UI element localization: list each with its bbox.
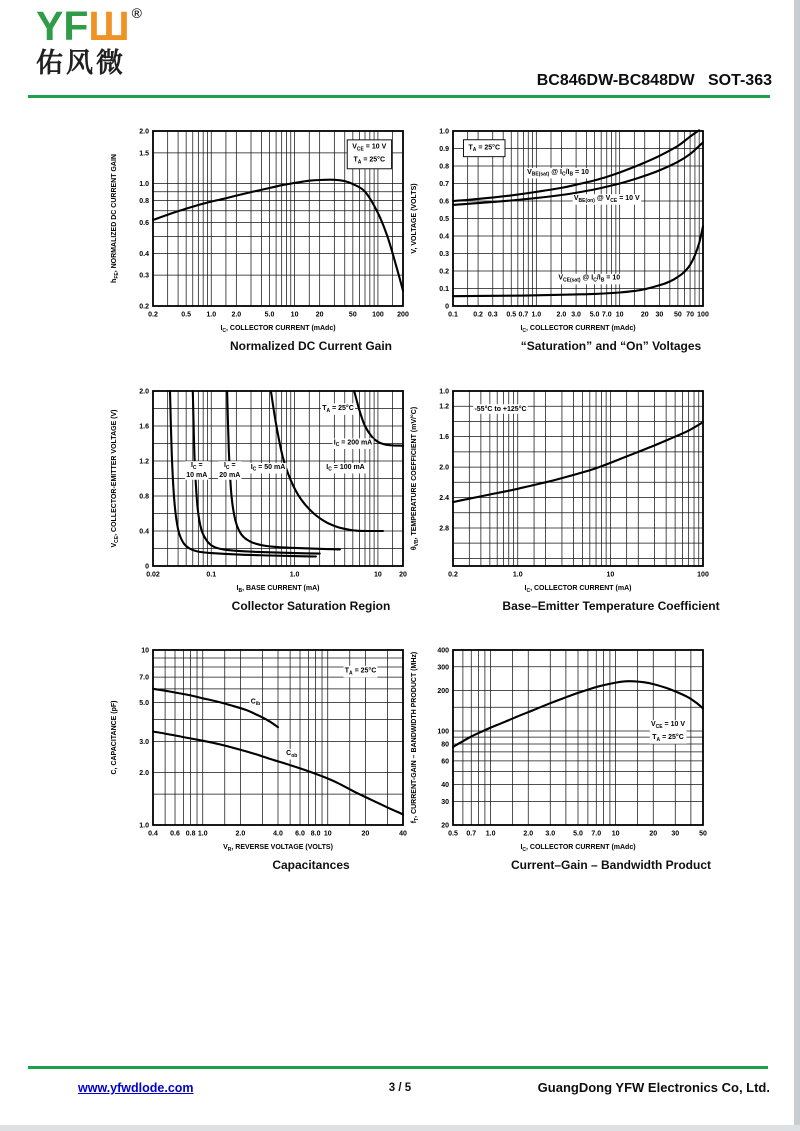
chart-caption: “Saturation” and “On” Voltages <box>520 339 702 353</box>
chart-normalized-dc-current-gain <box>105 123 417 354</box>
svg-text:1.0: 1.0 <box>197 830 208 838</box>
svg-text:0.6: 0.6 <box>439 198 449 206</box>
svg-text:3.0: 3.0 <box>571 311 581 319</box>
svg-text:TA = 25°C: $T_A = 25^\circ C$ <box>322 405 354 415</box>
svg-text:IC, COLLECTOR CURRENT (mAdc): $I_C$, COLLECTOR CURRENT (mAdc) <box>520 844 636 853</box>
chart-canvas <box>105 123 417 335</box>
svg-text:30: 30 <box>441 798 449 806</box>
svg-text:IC, COLLECTOR CURRENT (mAdc): $I_C$, COLLECTOR CURRENT (mAdc) <box>520 325 636 334</box>
svg-text:0.6: 0.6 <box>170 830 180 838</box>
svg-text:10: 10 <box>323 830 332 838</box>
svg-text:20: 20 <box>640 311 649 319</box>
logo-wordmark <box>36 3 142 49</box>
svg-text:10: 10 <box>611 830 620 838</box>
svg-text:0: 0 <box>145 563 149 571</box>
svg-text:Cib: $C_{ib}$ <box>250 698 261 708</box>
chart-canvas <box>105 383 417 595</box>
svg-text:0.4: 0.4 <box>148 830 158 838</box>
company-name: GuangDong YFW Electronics Co, Ltd. <box>537 1080 770 1095</box>
svg-text:20: 20 <box>315 311 324 319</box>
svg-text:100: 100 <box>697 571 709 579</box>
svg-text:8.0: 8.0 <box>310 830 321 838</box>
chart-canvas <box>405 123 717 335</box>
chart-caption: Normalized DC Current Gain <box>229 339 393 353</box>
svg-text:1.0: 1.0 <box>139 822 149 830</box>
svg-text:IC, COLLECTOR CURRENT (mAdc): $I_C$, COLLECTOR CURRENT (mAdc) <box>220 325 336 334</box>
svg-text:0.3: 0.3 <box>139 272 149 280</box>
svg-text:30: 30 <box>655 311 664 319</box>
svg-text:6.0: 6.0 <box>295 830 305 838</box>
svg-text:100: 100 <box>697 311 709 319</box>
svg-text:2.0: 2.0 <box>439 464 449 472</box>
svg-text:0.8: 0.8 <box>439 163 449 171</box>
svg-text:1.2: 1.2 <box>439 403 449 411</box>
svg-text:10: 10 <box>374 571 382 579</box>
svg-text:0.5: 0.5 <box>448 830 458 838</box>
svg-text:50: 50 <box>348 311 357 319</box>
svg-text:2.8: 2.8 <box>439 525 449 533</box>
svg-text:IC = 200 mA: $I_C = 200$ mA <box>333 439 373 449</box>
svg-text:VCE = 10 V: $V_{CE} = 10$ V <box>352 143 387 153</box>
svg-text:2.0: 2.0 <box>231 311 242 319</box>
svg-text:VCE(sat) @ IC/IB = 10: $V_{CE(sat)}$ @ $I_C/I_B = 10$ <box>558 274 621 284</box>
svg-text:1.0: 1.0 <box>139 181 149 189</box>
svg-text:0.1: 0.1 <box>439 286 449 293</box>
svg-text:0.5: 0.5 <box>439 216 449 223</box>
logo-w-glyph: Ш <box>88 3 130 49</box>
svg-text:2.0: 2.0 <box>139 128 149 136</box>
registered-trademark-icon: ® <box>131 5 142 21</box>
svg-text:TA = 25°C: $T_A = 25^\circ C$ <box>652 734 684 743</box>
scan-edge-right <box>794 0 800 1131</box>
svg-text:2.4: 2.4 <box>439 495 449 503</box>
svg-text:C, CAPACITANCE (pF): C, CAPACITANCE (pF) <box>111 700 118 775</box>
svg-text:Cob: $C_{ob}$ <box>286 749 298 759</box>
chart-canvas <box>105 642 417 854</box>
svg-text:10: 10 <box>615 311 624 319</box>
svg-text:0.6: 0.6 <box>139 220 149 228</box>
svg-text:0.02: 0.02 <box>146 571 160 579</box>
svg-text:0.2: 0.2 <box>448 571 458 579</box>
svg-text:0.9: 0.9 <box>439 146 449 153</box>
svg-text:1.5: 1.5 <box>139 150 149 158</box>
svg-text:20: 20 <box>361 830 370 838</box>
svg-text:100: 100 <box>372 311 384 319</box>
svg-text:4.0: 4.0 <box>273 830 283 838</box>
svg-text:20: 20 <box>399 571 407 579</box>
chart-caption: Current–Gain – Bandwidth Product <box>510 858 711 872</box>
svg-text:1.6: 1.6 <box>139 423 149 431</box>
svg-text:1.0: 1.0 <box>289 571 300 579</box>
svg-text:50: 50 <box>699 830 707 838</box>
svg-text:-55°C to +125°C: -55°C to +125°C <box>474 406 527 413</box>
footer-rule <box>28 1066 768 1069</box>
svg-text:0.4: 0.4 <box>139 250 149 258</box>
svg-text:VCE, COLLECTOR-EMITTER VOLTAGE: $V_{CE}$, COLLECTOR-EMITTER VOLTAGE (V) <box>111 409 120 548</box>
website-link[interactable]: www.yfwdlode.com <box>78 1081 194 1095</box>
svg-text:80: 80 <box>441 741 449 749</box>
svg-text:IC =: $I_C$ = <box>223 462 236 471</box>
svg-text:0.7: 0.7 <box>466 830 477 838</box>
svg-text:0.3: 0.3 <box>439 251 449 258</box>
svg-text:2.0: 2.0 <box>235 830 246 838</box>
svg-text:7.0: 7.0 <box>601 311 612 319</box>
svg-text:7.0: 7.0 <box>139 674 149 682</box>
svg-text:θVB, TEMPERATURE COEFFICIENT (: $\theta_{VB}$, TEMPERATURE COEFFICIENT (mV/°C) <box>411 406 420 551</box>
chart-capacitances <box>105 642 417 873</box>
svg-text:400: 400 <box>437 647 449 655</box>
svg-text:IC = 100 mA: $I_C = 100$ mA <box>326 463 365 473</box>
svg-text:50: 50 <box>674 311 682 319</box>
svg-text:30: 30 <box>671 830 680 838</box>
svg-text:0.8: 0.8 <box>139 198 149 206</box>
svg-text:VCE = 10 V: $V_{CE} = 10$ V <box>650 721 686 730</box>
svg-text:0.8: 0.8 <box>185 830 196 838</box>
svg-text:IB, BASE CURRENT (mA): $I_B$, BASE CURRENT (mA) <box>236 585 320 594</box>
chart-caption: Capacitances <box>272 858 350 872</box>
chart-saturation-and-on-voltages <box>405 123 717 354</box>
chart-current-gain-bandwidth-product <box>405 642 717 873</box>
svg-text:5.0: 5.0 <box>573 830 583 838</box>
svg-text:TA = 25°C: $T_A = 25^\circ C$ <box>468 144 501 154</box>
svg-text:10: 10 <box>141 647 149 655</box>
document-title: BC846DW-BC848DW SOT-363 <box>536 72 772 89</box>
svg-text:0.8: 0.8 <box>139 493 149 501</box>
svg-text:IC = 50 mA: $I_C = 50$ mA <box>250 463 286 473</box>
svg-text:5.0: 5.0 <box>264 311 275 319</box>
logo-yf-text: YF <box>36 3 89 49</box>
svg-text:1.0: 1.0 <box>439 128 449 136</box>
svg-text:70: 70 <box>686 311 694 319</box>
scan-edge-bottom <box>0 1125 800 1131</box>
svg-text:100: 100 <box>437 728 449 736</box>
svg-text:0.2: 0.2 <box>473 311 483 319</box>
svg-text:1.0: 1.0 <box>206 311 217 319</box>
svg-text:1.0: 1.0 <box>439 388 449 396</box>
svg-text:0.2: 0.2 <box>148 311 158 319</box>
svg-text:7.0: 7.0 <box>591 830 602 838</box>
logo-chinese-name: 佑风微 <box>36 48 126 78</box>
svg-text:IC =: $I_C$ = <box>190 462 203 471</box>
svg-text:20: 20 <box>441 822 449 830</box>
chart-caption: Base–Emitter Temperature Coefficient <box>502 599 720 613</box>
svg-text:0.4: 0.4 <box>139 528 149 536</box>
svg-text:300: 300 <box>437 664 449 672</box>
svg-text:200: 200 <box>397 311 409 319</box>
chart-canvas <box>405 642 717 854</box>
svg-text:hFE, NORMALIZED DC CURRENT GAI: $h_{FE}$, NORMALIZED DC CURRENT GAIN <box>111 154 120 283</box>
svg-text:20 mA: 20 mA <box>219 472 241 479</box>
svg-text:3.0: 3.0 <box>139 739 149 747</box>
svg-text:0: 0 <box>445 303 449 311</box>
svg-text:2.0: 2.0 <box>556 311 567 319</box>
svg-text:0.3: 0.3 <box>487 311 498 319</box>
svg-text:1.6: 1.6 <box>439 434 449 442</box>
svg-text:TA = 25°C: $T_A = 25^\circ C$ <box>353 156 386 166</box>
header-rule <box>28 95 770 98</box>
yfw-logo <box>36 3 142 78</box>
svg-text:1.0: 1.0 <box>485 830 496 838</box>
svg-text:3.0: 3.0 <box>545 830 556 838</box>
svg-text:2.0: 2.0 <box>139 769 149 777</box>
svg-text:1.0: 1.0 <box>512 571 523 579</box>
svg-text:60: 60 <box>441 758 449 766</box>
chart-caption: Collector Saturation Region <box>231 599 391 613</box>
svg-text:5.0: 5.0 <box>589 311 600 319</box>
svg-text:0.1: 0.1 <box>448 311 458 319</box>
svg-text:V, VOLTAGE (VOLTS): V, VOLTAGE (VOLTS) <box>411 183 418 254</box>
svg-text:2.0: 2.0 <box>523 830 534 838</box>
svg-text:1.2: 1.2 <box>139 458 149 466</box>
svg-text:IC, COLLECTOR CURRENT (mA): $I_C$, COLLECTOR CURRENT (mA) <box>524 585 632 594</box>
svg-text:0.2: 0.2 <box>439 268 449 276</box>
svg-text:40: 40 <box>399 830 407 838</box>
svg-text:TA = 25°C: $T_A = 25^\circ C$ <box>344 667 377 677</box>
svg-text:40: 40 <box>441 782 449 790</box>
chart-base-emitter-temperature-coefficient <box>405 383 720 614</box>
svg-text:VR, REVERSE VOLTAGE (VOLTS): $V_R$, REVERSE VOLTAGE (VOLTS) <box>223 844 333 853</box>
svg-text:10 mA: 10 mA <box>186 472 208 479</box>
svg-text:1.0: 1.0 <box>531 311 542 319</box>
svg-text:VBE(sat) @ IC/IB = 10: $V_{BE(sat)}$ @ $I_C/I_B = 10$ <box>527 168 589 178</box>
svg-text:5.0: 5.0 <box>139 700 149 708</box>
svg-text:0.5: 0.5 <box>506 311 517 319</box>
svg-text:20: 20 <box>649 830 658 838</box>
page-number: 3 / 5 <box>388 1082 412 1094</box>
svg-text:VBE(on) @ VCE = 10 V: $V_{BE(on)}$ @ $V_{CE} = 10$ V <box>573 195 640 204</box>
svg-text:0.7: 0.7 <box>518 311 529 319</box>
svg-text:0.7: 0.7 <box>439 181 449 188</box>
svg-text:10: 10 <box>606 571 615 579</box>
svg-text:0.1: 0.1 <box>206 571 217 579</box>
svg-text:0.5: 0.5 <box>181 311 192 319</box>
svg-text:0.2: 0.2 <box>139 303 149 311</box>
svg-text:10: 10 <box>290 311 299 319</box>
svg-text:200: 200 <box>437 687 449 695</box>
svg-text:2.0: 2.0 <box>139 388 149 396</box>
chart-canvas <box>405 383 717 595</box>
svg-text:fT, CURRENT-GAIN – BANDWIDTH P: $f_T$, CURRENT-GAIN – BANDWIDTH PRODUCT (MHz) <box>411 651 420 824</box>
chart-collector-saturation-region <box>105 383 417 614</box>
svg-text:0.4: 0.4 <box>439 233 449 241</box>
